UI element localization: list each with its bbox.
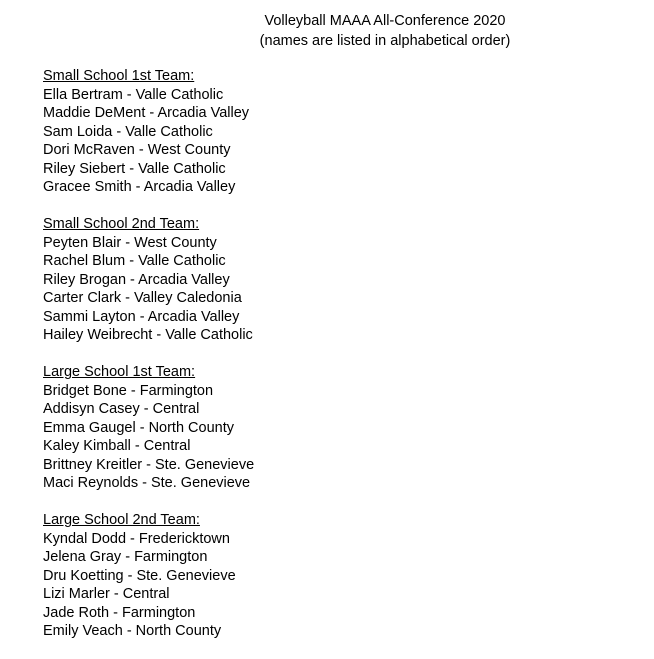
- section-heading: Small School 1st Team:: [43, 68, 195, 84]
- section-heading: Small School 2nd Team:: [43, 216, 200, 232]
- team-section-small-school-2nd: [43, 215, 254, 345]
- team-section-small-school-1st: [43, 67, 254, 197]
- player-entry: Bridget Bone - Farmington: [43, 382, 214, 399]
- player-entry: Addisyn Casey - Central: [43, 401, 200, 417]
- player-entry: Riley Brogan - Arcadia Valley: [43, 271, 230, 288]
- player-entry: Lizi Marler - Central: [43, 586, 170, 602]
- player-entry: Peyten Blair - West County: [43, 234, 217, 251]
- section-heading: Large School 2nd Team:: [43, 512, 200, 528]
- player-entry: Sam Loida - Valle Catholic: [43, 123, 213, 140]
- team-section-large-school-1st: [43, 363, 254, 493]
- player-entry: Kyndal Dodd - Fredericktown: [43, 530, 230, 547]
- player-entry: Dori McRaven - West County: [43, 142, 231, 158]
- document-header: [0, 11, 654, 51]
- player-entry: Brittney Kreitler - Ste. Genevieve: [43, 456, 255, 473]
- player-entry: Maddie DeMent - Arcadia Valley: [43, 105, 250, 121]
- section-heading: Large School 1st Team:: [43, 364, 196, 380]
- team-sections: [43, 67, 254, 659]
- player-entry: Hailey Weibrecht - Valle Catholic: [43, 327, 253, 343]
- player-entry: Jelena Gray - Farmington: [43, 549, 208, 565]
- player-entry: Riley Siebert - Valle Catholic: [43, 160, 226, 177]
- player-entry: Gracee Smith - Arcadia Valley: [43, 179, 236, 195]
- player-entry: Emily Veach - North County: [43, 623, 222, 639]
- player-entry: Rachel Blum - Valle Catholic: [43, 253, 226, 269]
- player-entry: Ella Bertram - Valle Catholic: [43, 86, 224, 103]
- player-entry: Maci Reynolds - Ste. Genevieve: [43, 475, 251, 491]
- player-entry: Sammi Layton - Arcadia Valley: [43, 308, 240, 325]
- player-entry: Jade Roth - Farmington: [43, 604, 196, 621]
- team-section-large-school-2nd: [43, 511, 254, 641]
- document-subtitle: (names are listed in alphabetical order): [259, 33, 511, 49]
- document-title: Volleyball MAAA All-Conference 2020: [264, 13, 506, 29]
- player-entry: Kaley Kimball - Central: [43, 438, 191, 454]
- player-entry: Carter Clark - Valley Caledonia: [43, 290, 242, 306]
- player-entry: Dru Koetting - Ste. Genevieve: [43, 567, 236, 584]
- player-entry: Emma Gaugel - North County: [43, 419, 234, 436]
